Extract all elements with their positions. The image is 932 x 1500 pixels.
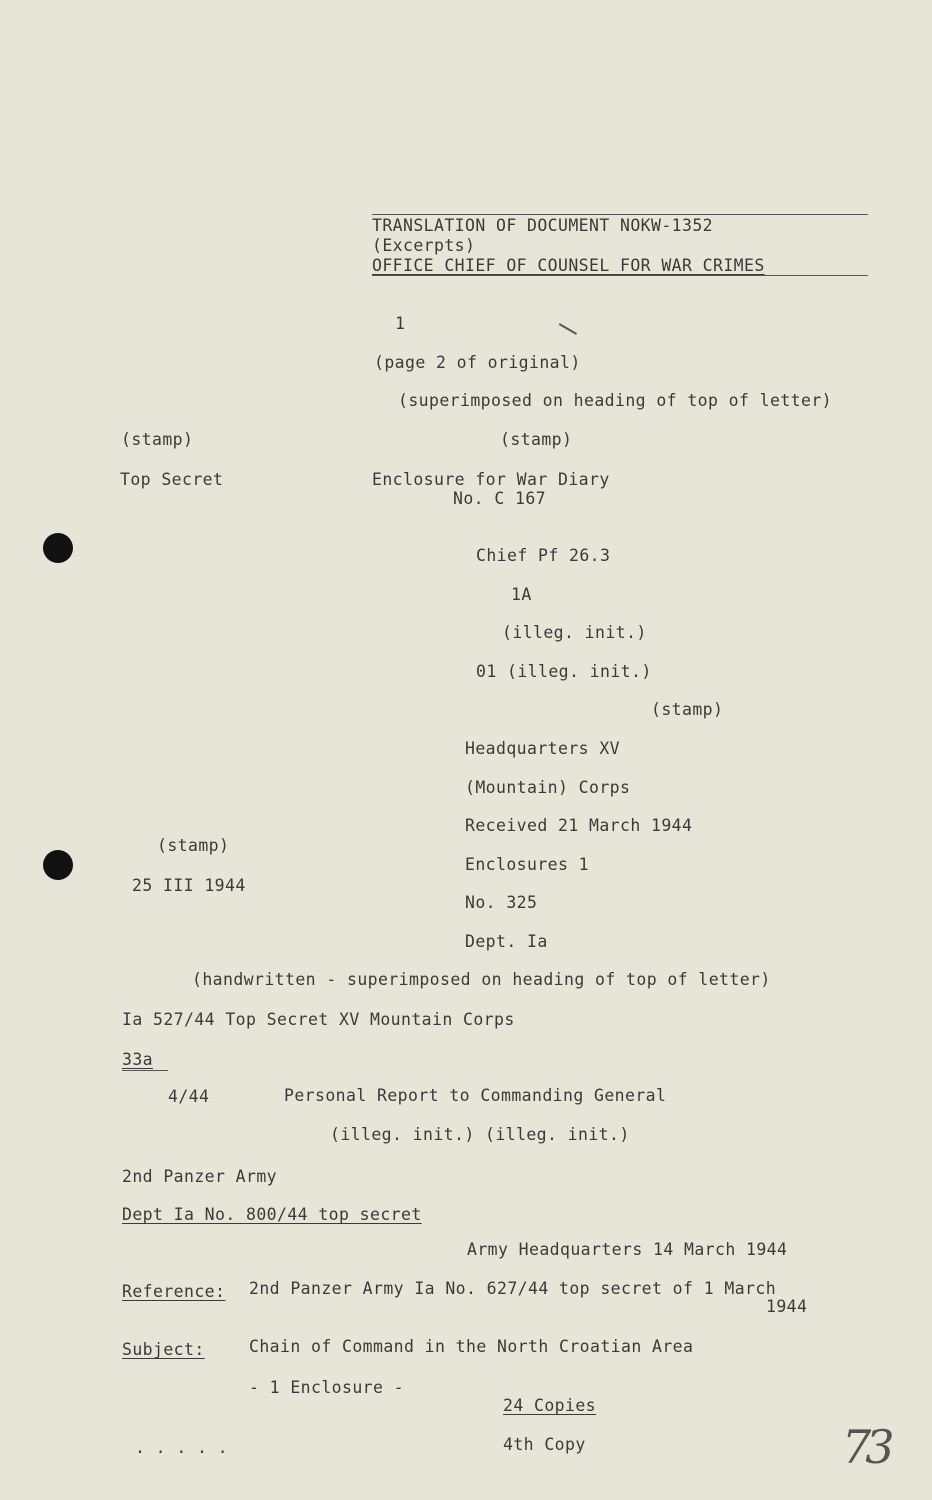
header-top-rule: [372, 214, 868, 215]
ia-reference: Ia 527/44 Top Secret XV Mountain Corps: [122, 1010, 515, 1029]
reference-label: Reference:: [122, 1282, 226, 1301]
page-note: (page 2 of original): [374, 353, 581, 372]
hq-line-1: Headquarters XV: [465, 739, 621, 758]
handwritten-page-number: 73: [842, 1420, 889, 1474]
number-line: No. 325: [465, 893, 538, 912]
enclosure-line-1: Enclosure for War Diary: [372, 470, 610, 489]
army-hq-line: Army Headquarters 14 March 1944: [467, 1240, 788, 1259]
chief-line: Chief Pf 26.3: [476, 546, 611, 565]
personal-report: Personal Report to Commanding General: [284, 1086, 667, 1105]
header-line-1: TRANSLATION OF DOCUMENT NOKW-1352: [372, 216, 714, 235]
hq-line-2: (Mountain) Corps: [465, 778, 631, 797]
subject-label: Subject:: [122, 1340, 205, 1359]
header-line-3: OFFICE CHIEF OF COUNSEL FOR WAR CRIMES: [372, 256, 765, 275]
army-line: 2nd Panzer Army: [122, 1167, 278, 1186]
header-bottom-rule: [372, 275, 868, 276]
stamp-label-right: (stamp): [651, 700, 724, 719]
superimposed-note: (superimposed on heading of top of letter): [398, 391, 833, 410]
illeg-init-1: (illeg. init.): [502, 623, 647, 642]
enclosure-line-2: No. C 167: [453, 489, 547, 508]
copies-line: 24 Copies: [503, 1396, 597, 1415]
punch-hole-top: [43, 533, 73, 563]
reference-year: 1944: [766, 1297, 808, 1316]
stamp-label-left: (stamp): [121, 430, 194, 449]
dept-ia-line: Dept Ia No. 800/44 top secret: [122, 1205, 422, 1224]
date-stamp: 25 III 1944: [132, 876, 246, 895]
classification-top-secret: Top Secret: [120, 470, 224, 489]
received-line: Received 21 March 1944: [465, 816, 693, 835]
o1-line: 01 (illeg. init.): [476, 662, 652, 681]
ref-33a: 33a: [122, 1050, 154, 1069]
ref-444: 4/44: [168, 1087, 210, 1106]
stamp-label-lower: (stamp): [157, 836, 230, 855]
punch-hole-bottom: [43, 850, 73, 880]
stamp-label-center: (stamp): [500, 430, 573, 449]
page-number: 1: [395, 314, 406, 333]
illeg-init-pair: (illeg. init.) (illeg. init.): [330, 1125, 630, 1144]
copy-number: 4th Copy: [503, 1435, 586, 1454]
ellipsis-dots: . . . . .: [135, 1438, 229, 1457]
reference-text: 2nd Panzer Army Ia No. 627/44 top secret of 1 March: [249, 1279, 777, 1298]
handwritten-note: (handwritten - superimposed on heading of top of letter): [192, 970, 771, 989]
pen-mark: [559, 323, 577, 334]
header-line-2: (Excerpts): [372, 236, 476, 255]
dept-line: Dept. Ia: [465, 932, 548, 951]
enclosure-count: - 1 Enclosure -: [249, 1378, 405, 1397]
subject-text: Chain of Command in the North Croatian Area: [249, 1337, 694, 1356]
ia-line: 1A: [511, 585, 532, 604]
ref-33a-rule: [122, 1070, 168, 1071]
enclosures-line: Enclosures 1: [465, 855, 590, 874]
